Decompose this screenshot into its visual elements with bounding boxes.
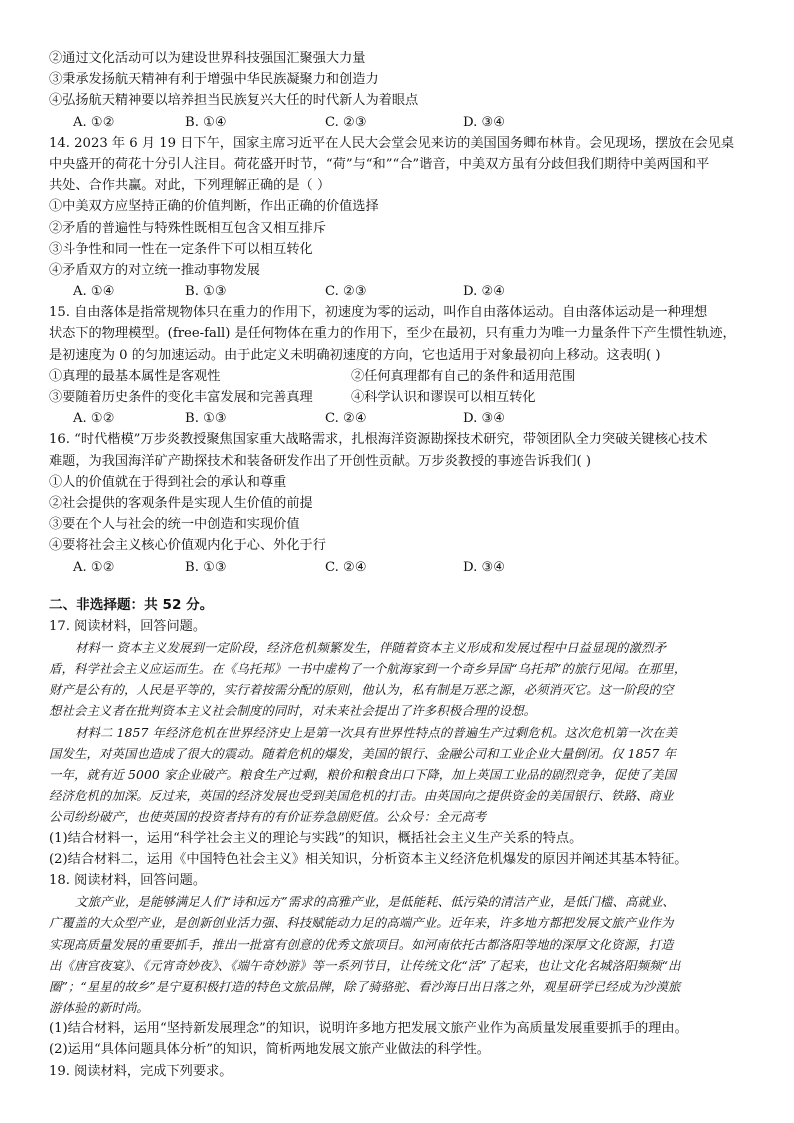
q17-material-2-line: 经济危机的加深。反过来，英国的经济发展也受到美国危机的打击。由英国向之提供资金的美国银行、铁路、商业: [49, 788, 674, 804]
q18-intro: 18. 阅读材料，回答问题。: [49, 872, 207, 888]
q13-option-b: B. ①④: [185, 114, 227, 130]
q14-option-c: C. ②③: [325, 284, 367, 300]
q17-material-1-line: 财产是公有的，人民是平等的，实行着按需分配的原则，他认为，私有制是万恶之源，必须消灭它。这一阶段的空: [49, 682, 674, 698]
q14-statement-2: ②矛盾的普遍性与特殊性既相互包含又相互排斥: [49, 220, 326, 236]
q13-option-d: D. ③④: [463, 114, 506, 130]
q15-statement-2: ②任何真理都有自己的条件和适用范围: [351, 368, 576, 384]
q15-option-b: B. ①③: [185, 411, 227, 427]
q16-stem-line: 难题，为我国海洋矿产勘探技术和装备研发作出了开创性贡献。万步炎教授的事迹告诉我们( ): [49, 453, 591, 469]
q18-material-line: 出《唐宫夜宴》、《元宵奇妙夜》、《端午奇妙游》等一系列节目，让传统文化“活”了起来，也让文化名城洛阳频频“出: [49, 957, 681, 973]
q17-question-1: (1)结合材料一，运用“科学社会主义的理论与实践”的知识，概括社会主义生产关系的特点。: [49, 830, 583, 846]
q15-stem-line: 状态下的物理模型。(free-fall) 是任何物体在重力的作用下，至少在最初，只有重力为唯一力量条件下产生惯性轨迹，: [49, 326, 736, 342]
q15-options: [49, 408, 749, 429]
q15-option-c: C. ②④: [325, 411, 367, 427]
q14-stem-line: 中央盛开的荷花十分引人注目。荷花盛开时节，“荷”与“和”“合”谐音，中美双方虽有分歧但我们期待中美两国和平: [49, 156, 710, 172]
question-15: [49, 302, 749, 429]
q15-option-d: D. ③④: [463, 411, 506, 427]
q18-material-line: 圈”；“星星的故乡”是宁夏积极打造的特色文旅品牌，除了骑骆驼、看沙海日出日落之外，观星研学已经成为沙漠旅: [49, 978, 681, 994]
q13-statement-3: ③秉承发扬航天精神有利于增强中华民族凝聚力和创造力: [49, 72, 379, 88]
q18-material-line: 游体验的新时尚。: [49, 1000, 149, 1016]
q16-option-a: A. ①②: [73, 559, 115, 575]
q17-material-2-line: 公司纷纷破产，也使英国的投资者持有的有价证券急剧贬值。公众号：全元高考: [49, 809, 487, 825]
q15-statement-4: ④科学认识和谬误可以相互转化: [351, 390, 536, 405]
q18-question-1: (1)结合材料，运用“坚持新发展理念”的知识，说明许多地方把发展文旅产业作为高质量发展重要抓手的理由。: [49, 1021, 688, 1037]
q15-statement-3: ③要随着历史条件的变化丰富发展和完善真理: [49, 390, 313, 405]
q15-stem-line: 是初速度为 0 的匀加速运动。由于此定义未明确初速度的方向，它也适用于对象最初向上移动。这表明( ): [49, 347, 661, 363]
q17-material-1-line: 材料一 资本主义发展到一定阶段，经济危机频繁发生，伴随着资本主义形成和发展过程中日益显现的激烈矛: [75, 639, 667, 655]
q17-material-2-line: 国发生，对英国也造成了很大的震动。随着危机的爆发，美国的银行、金融公司和工业企业大量倒闭。仅 1857 年: [49, 745, 677, 761]
q14-statement-4: ④矛盾双方的对立统一推动事物发展: [49, 262, 260, 278]
q14-statement-3: ③斗争性和同一性在一定条件下可以相互转化: [49, 241, 313, 257]
q18-material-line: 文旅产业，是能够满足人们“诗和远方”需求的高雅产业，是低能耗、低污染的清洁产业，是低门槛、高就业、: [75, 894, 675, 910]
q17-material-1-line: 盾，科学社会主义应运而生。在《乌托邦》一书中虚构了一个航海家到一个奇乡异国“乌托邦”的旅行见闻。在那里，: [49, 661, 687, 677]
q15-option-a: A. ①②: [73, 411, 115, 427]
question-18: [49, 870, 749, 1061]
q18-material-line: 广覆盖的大众型产业，是创新创业活力强、科技赋能动力足的高端产业。近年来，许多地方都把发展文旅产业作为: [49, 915, 674, 931]
q15-statements-row: [49, 366, 749, 387]
q14-statement-1: ①中美双方应坚持正确的价值判断，作出正确的价值选择: [49, 199, 379, 215]
q17-material-1-line: 想社会主义者在批判资本主义社会制度的同时，对未来社会提出了许多积极合理的设想。: [49, 703, 537, 719]
q16-options: [49, 557, 749, 578]
q14-stem-line: 共处、合作共赢。对此，下列理解正确的是（ ）: [49, 178, 331, 194]
q17-material-2-line: 一年，就有近 5000 家企业破产。粮食生产过剩，粮价和粮食出口下降，加上英国工业品的剧烈竞争，促使了美国: [49, 767, 677, 782]
q14-option-a: A. ①④: [73, 284, 115, 300]
q19-intro: 19. 阅读材料，完成下列要求。: [49, 1063, 233, 1079]
q16-statement-3: ③要在个人与社会的统一中创造和实现价值: [49, 517, 300, 533]
section-heading: 二、非选择题：共 52 分。: [49, 596, 214, 613]
q13-option-c: C. ②③: [325, 114, 367, 130]
q15-stem-line: 15. 自由落体是指常规物体只在重力的作用下，初速度为零的运动，叫作自由落体运动。自由落体运动是一种理想: [49, 305, 708, 321]
q13-statement-2: ②通过文化活动可以为建设世界科技强国汇聚强大力量: [49, 51, 366, 66]
q17-intro: 17. 阅读材料，回答问题。: [49, 618, 207, 634]
q14-option-b: B. ①③: [185, 284, 227, 300]
q16-option-c: C. ②④: [325, 559, 367, 575]
q13-statement-4: ④弘扬航天精神要以培养担当民族复兴大任的时代新人为着眼点: [49, 93, 419, 109]
q17-material-2-line: 材料二 1857 年经济危机在世界经济史上是第一次具有世界性特点的普遍生产过剩危机。这次危机第一次在美: [75, 724, 678, 740]
q16-statement-1: ①人的价值就在于得到社会的承认和尊重: [49, 474, 287, 490]
q18-question-2: (2)运用“具体问题具体分析”的知识，简析两地发展文旅产业做法的科学性。: [49, 1042, 490, 1058]
question-19: [49, 1061, 749, 1082]
q16-statement-4: ④要将社会主义核心价值观内化于心、外化于行: [49, 538, 326, 554]
q17-question-2: (2)结合材料二，运用《中国特色社会主义》相关知识，分析资本主义经济危机爆发的原因并阐述其基本特征。: [49, 851, 688, 867]
q15-statement-1: ①真理的最基本属性是客观性: [49, 368, 221, 384]
q13-tail: [49, 48, 749, 133]
q13-option-a: A. ①②: [73, 114, 115, 130]
question-16: [49, 429, 749, 577]
q16-statement-2: ②社会提供的客观条件是实现人生价值的前提: [49, 495, 313, 511]
q13-options: [49, 112, 749, 133]
question-14: [49, 133, 749, 303]
q16-option-d: D. ③④: [463, 559, 506, 575]
q14-options: [49, 281, 749, 302]
q15-statements-row: [49, 387, 749, 408]
q18-material-line: 实现高质量发展的重要抓手，推出一批富有创意的优秀文旅项目。如河南依托古都洛阳等地的深厚文化资源，打造: [49, 936, 674, 952]
question-17: [49, 616, 749, 870]
q16-option-b: B. ①③: [185, 559, 227, 575]
q14-option-d: D. ②④: [463, 284, 506, 300]
exam-page: [49, 48, 749, 1082]
q16-stem-line: 16. “时代楷模”万步炎教授聚焦国家重大战略需求，扎根海洋资源勘探技术研究，带领团队全力突破关键核心技术: [49, 432, 708, 448]
q14-stem-line: 14. 2023 年 6 月 19 日下午，国家主席习近平在人民大会堂会见来访的美国国务卿布林肯。会见现场，摆放在会见桌: [49, 135, 735, 151]
